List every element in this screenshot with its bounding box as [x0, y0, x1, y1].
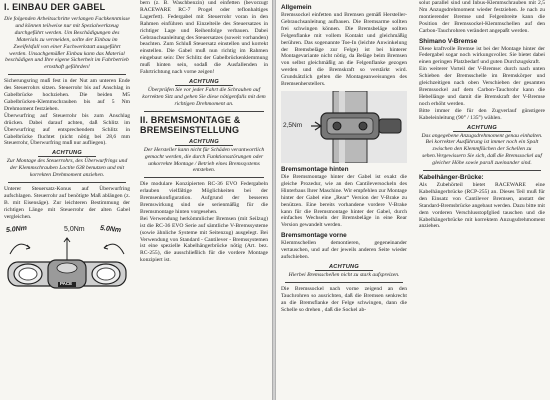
warning-label: ACHTUNG	[419, 125, 545, 132]
section-heading-einbau: I. EINBAU DER GABEL	[4, 2, 106, 12]
warning-text: Überprüfen Sie vor jeder Fahrt die Schrauben auf korrekten Sitz und gehen Sie diese nötigenfalls mit dem richtigen Drehmoment an.	[142, 86, 266, 107]
column-1	[4, 0, 130, 400]
paragraph: Als Zubehörteil bietet RACEWARE eine Kabelhängerbrücke (RCP-255) an. Dieses Teil muß für den Einsatz von Cantilever Bremsen, anstatt der Standard-Bremsbrücke angebaut werden. Dazu bitte mit dem vorderen Verschlusstopfglied tauschen und die Kabelhängerbrücke mit korrektem Anzugsdrehmoment anziehen.	[419, 182, 545, 230]
divider	[144, 177, 264, 178]
left-page	[0, 0, 272, 400]
paragraph: Sicherungsring muß fest in der Nut am unteren Ende des Steuerrohrs sitzen. Steuerrohr bis auf Anschlag in Gabelbrücke hochziehen. Die beiden M5 Gabelbrücken-Klemmschrauben bis auf 5 Nm Drehmoment festziehen.	[4, 78, 130, 112]
fork-crown-diagram	[4, 224, 130, 294]
subheading-shimano-v-bremse: Shimano V-Bremse	[419, 37, 478, 45]
crown-logo: PACE	[60, 280, 73, 286]
warning-text: Hierbei Bremsschellen nicht zu stark aufspreizen.	[288, 271, 400, 278]
brake-mount-diagram	[281, 91, 407, 163]
warning-label: ACHTUNG	[4, 150, 130, 157]
column-4	[419, 0, 545, 400]
torque-label-center: 5,0Nm	[64, 225, 85, 233]
paragraph: Die Bremsmontage hinter der Gabel ist exakt die gleiche Prozedur, wie an den Cantileversockeln des Hinterbaus Ihrer Maschine. Wir empfehlen zur Montage hinter der Gabel eine „Rear“ Version der V-Brake zu benützen. Eine bereits vorhandene vordere V-Brake kann für die Bremsmontage hinter der Gabel, durch einfaches Wechseln der Bremsbeläge in eine Rear Version gewandelt werden.	[281, 173, 407, 229]
paragraph: Bei Verwendung herkömmlicher Bremsen (mit Seilzug) ist die RC-36 EVO Serie auf sämtliche V-Bremssysteme (sowie ähnliche Systeme mit Seitenzug) ausgelegt. Bei Verwendung von Standard - Cantilever - Bremssystemen ist eine spezielle Kabelhängerbrücke nötig (Art. bez. RC-255), die ausschließlich für die vordere Montage konzipiert ist.	[140, 215, 268, 264]
divider	[285, 282, 403, 283]
paragraph: solut parallel sind und Inbus-Klemmschrauben mit 2,5 Nm Anzugsdrehmoment wieder festziehen. Je nach zu montierender Bremse und Felgenbreite kann die Position der Bremssockel-Klemmschellen auf den Carbon-Tauchrohren verändert angepaßt werden.	[419, 0, 545, 34]
warning-text: Das angegebene Anzugsdrehmoment genau einhalten. Bei korrekter Ausführung ist immer noch ein Spalt zwischen den Klemmflächen der Schellen zu sehen.Vergewissern Sie sich, daß die Bremssockel auf gleicher Höhe sowie parall zueinander sind.	[421, 132, 543, 167]
warning-text: Zur Montage des Steuerrohrs, des Überwurfrings und der Klemmschrauben Loctite 638 benutzen und mit korrekten Drehmoment anziehen.	[6, 158, 128, 179]
paragraph: Die Bremssockel nach vorne zeigend an den Tauchrohren so ausrichten, daß die Bremsen senkrecht an die Bremsflanke der Felge schwingen, dann die Schelle so drehen , daß die Sockel ab-	[281, 285, 407, 313]
torque-label: 2,5Nm	[283, 121, 303, 129]
warning-label: ACHTUNG	[140, 79, 268, 86]
subheading-allgemein: Allgemein	[281, 4, 312, 11]
paragraph: Unterer Steuersatz-Konus auf Überwurfring aufschlagen. Steuerrohr auf benötigte Maß ablängen (z. B. mit Eisensäge). Zur leichteren Bestimmung der richtigen Länge mit Steuerrohr der alten Gabel vergleichen.	[4, 186, 130, 220]
paragraph: Klemmschellen demontieren, gegeneinander vertauschen, und auf der jeweils anderen Seite wieder aufschieben.	[281, 240, 407, 261]
divider	[8, 182, 126, 183]
divider	[8, 74, 126, 75]
torque-label-right: 5.0Nm	[99, 224, 122, 234]
section-heading-bremsmontage: II. BREMSMONTAGE & BREMSEINSTELLUNG	[140, 114, 241, 135]
paragraph: Die modulare Konzipierten RC-36 EVO Federgabeln erlauben vielfältige Möglichkeiten bei der Bremsenkonfiguration. Aufgrund der besseren Bremswirkung sind sie serienmäßig für die Bremsmontage hinten vorgesehen.	[140, 181, 268, 215]
paragraph: Diese kraftvolle Bremse ist bei der Montage hinter der Federgabel sogar noch wirkungsvoller. Sie bietet dabei einen geringen Platzbedarf und guten Durchzugskraft.	[419, 45, 545, 66]
intro-warning-text: Die folgenden Arbeitsschritte verlangen Fachkenntnisse und können teilweise nur mit Spezialwerkzeug durchgeführt werden. Um Beschädigungen des Materials zu vermeiden, sollte der Einbau im Zweifelsfall von einer Fachwerkstatt ausgeführt werden. Unsachgemäßer Einbau kann das Material beschädigen und Ihre eigene Sicherheit im Fahrbetrieb ernsthaft gefährden!	[4, 16, 130, 71]
paragraph: Ein weiterer Vorteil der V-Bremse: durch nach unten Schieben der Bremsschelle im Bremskörper und gleichzeitigen nach oben Verschieben der gesamten Bremssockel auf dem Carbon-Tauchrohr kann die Hebellänge und damit die Bremskraft der V-Bremse noch erhöht werden.	[419, 66, 545, 107]
warning-label: ACHTUNG	[281, 264, 407, 271]
column-3	[281, 0, 407, 400]
column-2	[140, 0, 268, 400]
warning-label: ACHTUNG	[140, 139, 268, 146]
paragraph: Bremssockel einfetten und Bremsen gemäß Hersteller-Gebrauchsanleitung aufbauen. Die Bremsarme sollten frei schwingen können. Die Bremsbeläge sollten Felgenflanke mit vollem Kontakt und gleichmäßig berühren. Das sogenannte Toe-In (leichte Anwinkelung der Bremsbeläge zur Felge) ist bei hinterer Montagevariante nicht nötig, da Beläge beim Bremsen von selbst gleichmäßig an die Felgenflanke gezogen werden und die Bremskraft so verstärkt wird. Grundsätzlich gelten die Montageanweisungen des Bremsenherstellers.	[281, 12, 407, 88]
divider	[144, 111, 264, 112]
torque-label-left: 5.0Nm	[5, 224, 28, 234]
paragraph: Bitte immer die für den Zugverlauf günstigere Kabeleinleitung (90° / 135°) wählen.	[419, 107, 545, 121]
warning-text: Der Hersteller kann nicht für Schäden verantwortlich gemacht werden, die durch Funktionsstörungen oder unkorrekte Montage / Betrieb eines Bremssystems entstehen.	[143, 146, 265, 174]
divider	[423, 170, 541, 171]
subheading-kabelhaenger-bruecke: Kabelhänger-Brücke:	[419, 174, 484, 182]
paragraph: Überwurfring auf Steuerrohr bis zum Anschlag drücken. Dabei darauf achten, daß Schlitz im Überwurfring auf entsprechendem Schlitz in Gabelbrücke fluchtet (nicht nötig bei 28,6 mm Steuerrohr, Überwurfring muß nur aufliegen).	[4, 112, 130, 147]
subheading-bremsmontage-vorne: Bremsmontage vorne	[281, 232, 347, 240]
paragraph: bern (z. B. Waschbenzin) und einfetten (bevorzugt RACEWARE RC-7 Progel oder teflonhaltiges Lagerfett). Federgabel mit Steuerrohr voran in den Rahmen einführen und Einzelteile des Steuersatzes in richtiger Lage und Reihenfolge verbauen. Dabei Gebrauchsanleitung des Steuersatzes (soweit vorhanden) beachten. Zum Schluß Steuersatz einstellen und korrekt einstellen. Die Gabel muß nun richtig im Rahmen eingebaut sein: Der Schlitz der Gabelbrückenklemmung muß hinten sein, sodaß die Ausfallenden in Fahrtrichtung nach vorne zeigen!	[140, 0, 268, 76]
subheading-bremsmontage-hinten: Bremsmontage hinten	[281, 165, 349, 173]
right-page	[276, 0, 550, 400]
